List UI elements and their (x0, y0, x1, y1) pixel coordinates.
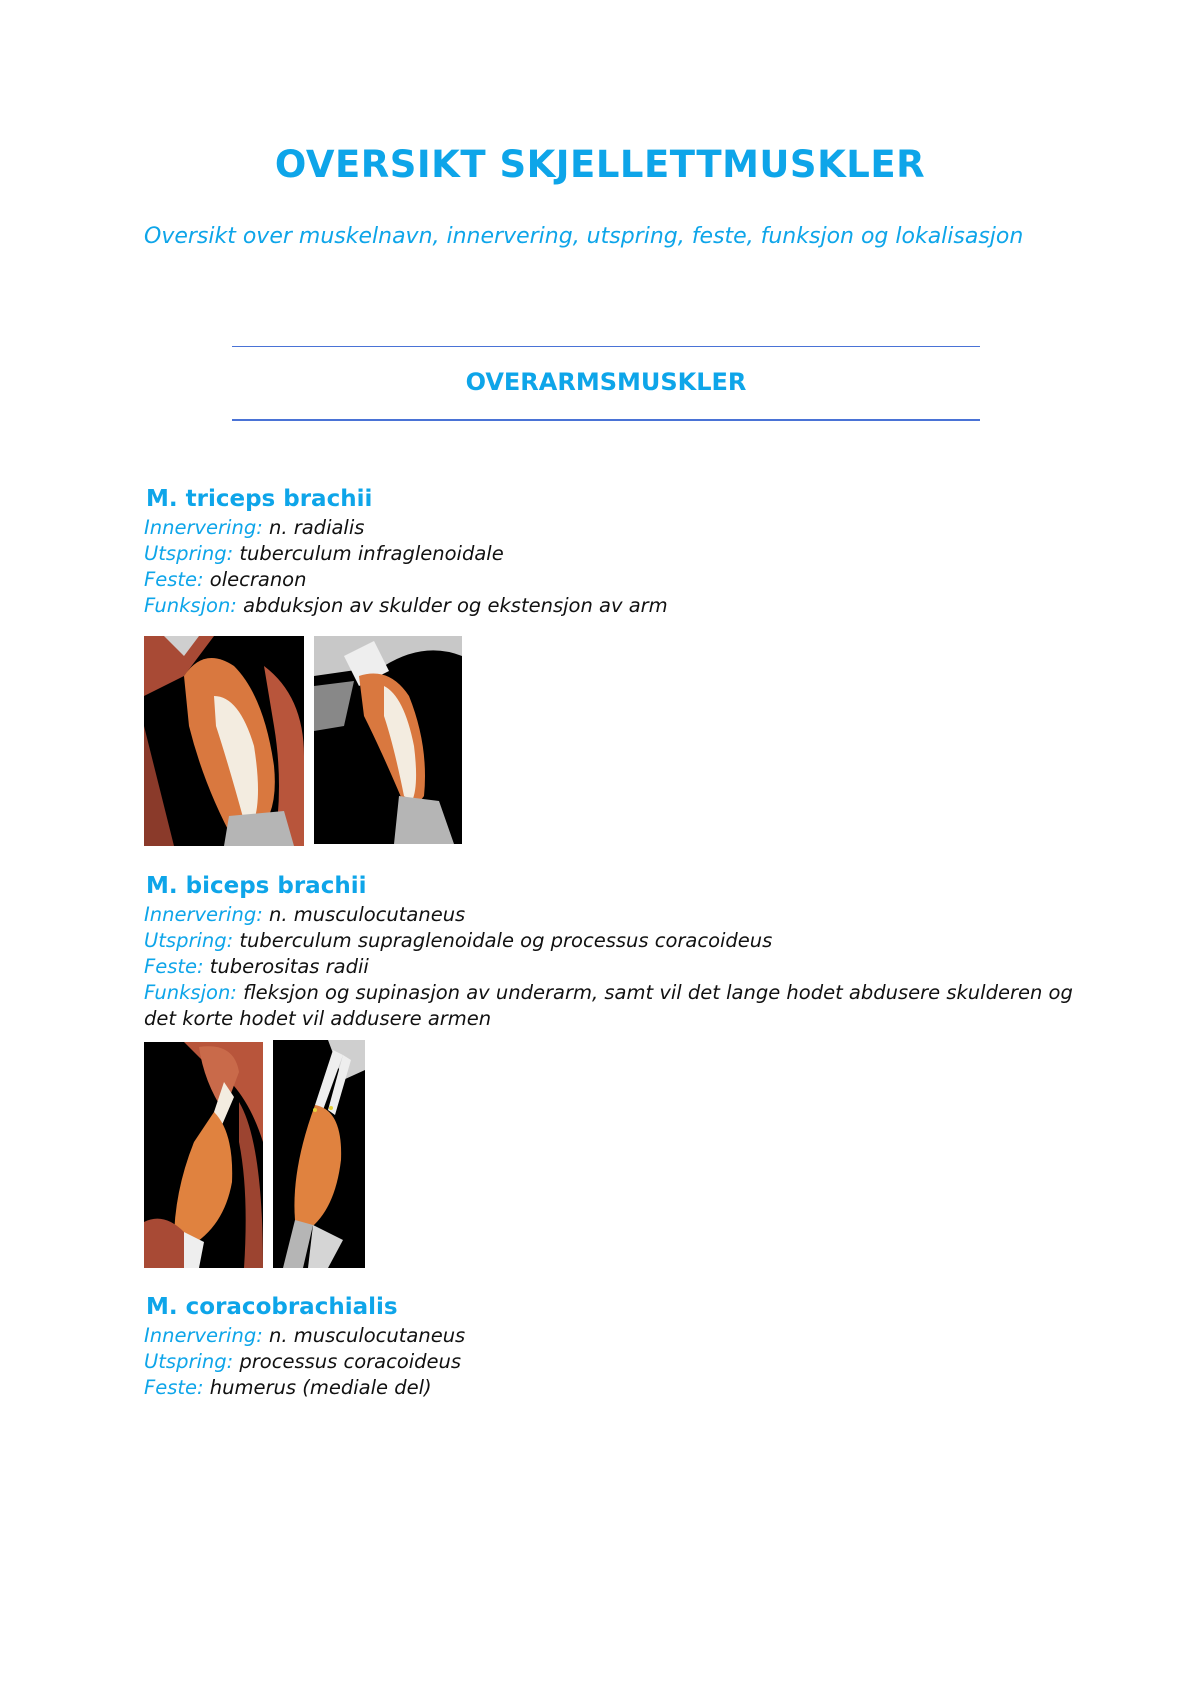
utspring-line (144, 928, 1104, 954)
feste-line (144, 1375, 1104, 1401)
section-heading: OVERARMSMUSKLER (465, 368, 747, 396)
innervering-value: n. musculocutaneus (262, 903, 466, 926)
feste-label: Feste: (144, 1376, 204, 1399)
triceps-illustration-lateral (314, 636, 462, 844)
section-rule-top (232, 346, 980, 347)
utspring-label: Utspring: (144, 542, 234, 565)
utspring-label: Utspring: (144, 1350, 234, 1373)
feste-label: Feste: (144, 568, 204, 591)
document-title: OVERSIKT SKJELLETTMUSKLER (274, 143, 926, 186)
innervering-label: Innervering: (144, 903, 263, 926)
funksjon-label: Funksjon: (144, 981, 237, 1004)
document-subtitle: Oversikt over muskelnavn, innervering, utspring, feste, funksjon og lokalisasjon (144, 224, 1024, 249)
funksjon-value: fleksjon og supinasjon av underarm, samt vil det lange hodet abdusere skulderen og det korte hodet vil addusere armen (144, 981, 1073, 1030)
muscle-entry-biceps (144, 871, 1104, 1032)
innervering-label: Innervering: (144, 516, 263, 539)
feste-line (144, 567, 1104, 593)
biceps-illustration-anterior (144, 1042, 263, 1268)
feste-line (144, 954, 1104, 980)
biceps-illustration-isolated (273, 1040, 365, 1268)
utspring-line (144, 1349, 1104, 1375)
section-rule-bottom (232, 419, 980, 421)
feste-value: tuberositas radii (203, 955, 369, 978)
feste-value: humerus (mediale del) (203, 1376, 432, 1399)
funksjon-value: abduksjon av skulder og ekstensjon av arm (236, 594, 668, 617)
funksjon-label: Funksjon: (144, 594, 237, 617)
utspring-value: processus coracoideus (233, 1350, 462, 1373)
innervering-value: n. musculocutaneus (262, 1324, 466, 1347)
utspring-line (144, 541, 1104, 567)
innervering-line (144, 515, 1104, 541)
muscle-name: M. coracobrachialis (146, 1294, 398, 1320)
innervering-line (144, 1323, 1104, 1349)
utspring-value: tuberculum supraglenoidale og processus coracoideus (233, 929, 773, 952)
funksjon-line (144, 593, 1104, 619)
innervering-label: Innervering: (144, 1324, 263, 1347)
innervering-value: n. radialis (262, 516, 365, 539)
feste-label: Feste: (144, 955, 204, 978)
muscle-name: M. biceps brachii (146, 873, 367, 899)
utspring-value: tuberculum infraglenoidale (233, 542, 504, 565)
triceps-illustration-posterior (144, 636, 304, 846)
utspring-label: Utspring: (144, 929, 234, 952)
muscle-name: M. triceps brachii (146, 486, 373, 512)
feste-value: olecranon (203, 568, 307, 591)
funksjon-line (144, 980, 1104, 1032)
innervering-line (144, 902, 1104, 928)
muscle-entry-triceps (144, 484, 1104, 619)
muscle-entry-coracobrachialis (144, 1292, 1104, 1401)
